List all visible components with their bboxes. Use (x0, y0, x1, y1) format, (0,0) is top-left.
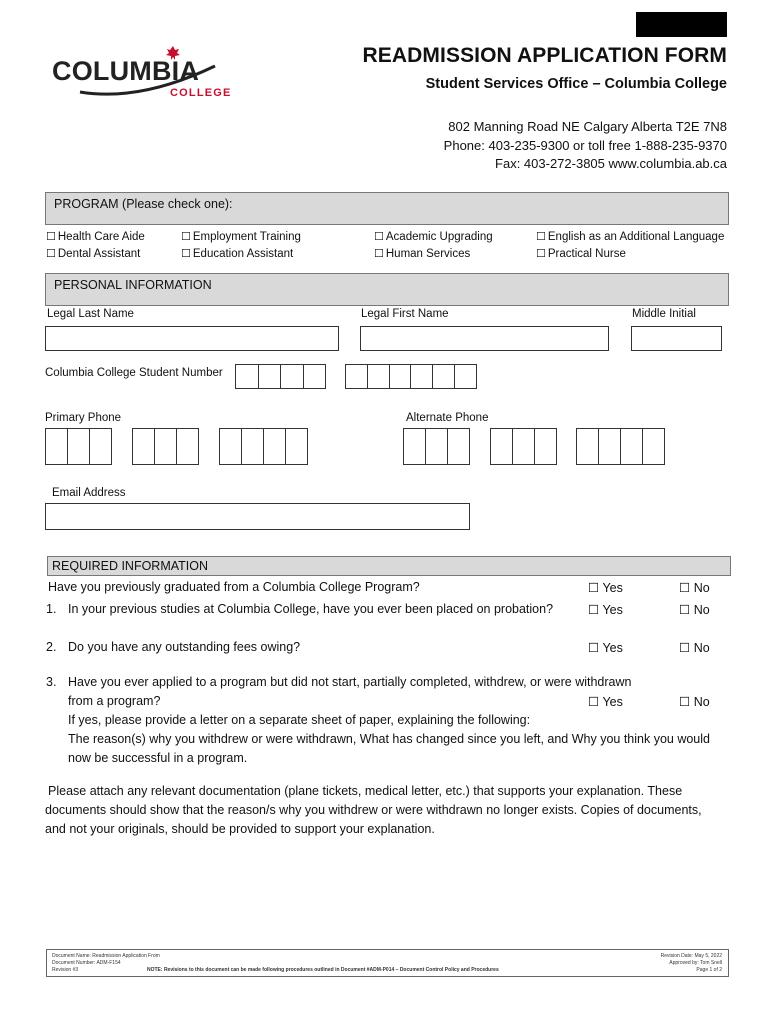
question-graduated: Have you previously graduated from a Columbia College Program? (48, 580, 420, 594)
footer-revision: Revision #3 (52, 967, 79, 973)
checkbox-icon[interactable]: ☐ (588, 603, 603, 617)
primary-phone-label: Primary Phone (45, 412, 122, 424)
program-option-health-care-aide[interactable]: ☐ Health Care Aide (46, 231, 145, 243)
last-name-label: Legal Last Name (47, 308, 134, 320)
footer-approved: Approved by: Tom Snell (669, 960, 722, 966)
alternate-phone-label: Alternate Phone (406, 412, 489, 424)
program-option-dental-assistant[interactable]: ☐ Dental Assistant (46, 248, 141, 260)
q0-no[interactable]: ☐ No (679, 581, 710, 595)
question-withdrawn-line4: The reason(s) why you withdrew or were withdrawn, What has changed since you left, and Why you think you would (68, 732, 710, 746)
email-input[interactable] (45, 503, 470, 530)
footer-doc-number: Document Number: ADM-F154 (52, 960, 121, 966)
fax-line: Fax: 403-272-3805 www.columbia.ab.ca (495, 156, 727, 171)
q3-number: 3. (46, 675, 57, 689)
alternate-phone-line[interactable] (576, 428, 665, 465)
logo-subname: COLLEGE (170, 87, 232, 99)
first-name-input[interactable] (360, 326, 609, 351)
email-label: Email Address (52, 487, 126, 499)
question-withdrawn-line2: from a program? (68, 694, 161, 708)
q1-number: 1. (46, 602, 57, 616)
phone-line: Phone: 403-235-9300 or toll free 1-888-235-9370 (443, 138, 727, 153)
footer-revision-date: Revision Date: May 5, 2022 (660, 953, 722, 959)
q0-yes[interactable]: ☐ Yes (588, 581, 623, 595)
primary-phone-prefix[interactable] (132, 428, 199, 465)
checkbox-icon[interactable]: ☐ (679, 581, 694, 595)
question-probation: In your previous studies at Columbia College, have you ever been placed on probation? (68, 602, 554, 616)
q1-no[interactable]: ☐ No (679, 603, 710, 617)
program-option-human-services[interactable]: ☐ Human Services (374, 248, 471, 260)
checkbox-icon[interactable]: ☐ (374, 231, 384, 243)
address-line: 802 Manning Road NE Calgary Alberta T2E 7N8 (448, 119, 727, 134)
attach-line-2: documents should show that the reason/s why you withdrew or were withdrawn no longer exists. Copies of documents, (45, 803, 702, 817)
program-option-practical-nurse[interactable]: ☐ Practical Nurse (536, 248, 626, 260)
program-option-employment-training[interactable]: ☐ Employment Training (181, 231, 301, 243)
footer-doc-name: Document Name: Readmission Application From (52, 953, 160, 959)
checkbox-icon[interactable]: ☐ (679, 641, 694, 655)
personal-info-heading: PERSONAL INFORMATION (45, 273, 729, 306)
program-heading: PROGRAM (Please check one): (45, 192, 729, 225)
checkbox-icon[interactable]: ☐ (374, 248, 384, 260)
footer-note: NOTE: Revisions to this document can be made following procedures outlined in Document #ADM-P014 – Document Control Policy and Procedures (147, 967, 499, 973)
attach-instructions (45, 782, 735, 839)
checkbox-icon[interactable]: ☐ (679, 603, 694, 617)
student-number-cells-1[interactable] (235, 364, 326, 389)
checkbox-icon[interactable]: ☐ (588, 695, 603, 709)
student-number-label: Columbia College Student Number (45, 367, 223, 379)
logo-name: COLUMBIA (52, 56, 200, 86)
form-subtitle: Student Services Office – Columbia College (425, 76, 727, 92)
columbia-college-logo (50, 44, 235, 104)
document-footer (46, 949, 729, 977)
q2-yes[interactable]: ☐ Yes (588, 641, 623, 655)
checkbox-icon[interactable]: ☐ (181, 248, 191, 260)
question-fees: Do you have any outstanding fees owing? (68, 640, 301, 654)
middle-initial-input[interactable] (631, 326, 722, 351)
program-option-academic-upgrading[interactable]: ☐ Academic Upgrading (374, 231, 493, 243)
checkbox-icon[interactable]: ☐ (679, 695, 694, 709)
student-number-cells-2[interactable] (345, 364, 477, 389)
q1-yes[interactable]: ☐ Yes (588, 603, 623, 617)
checkbox-icon[interactable]: ☐ (46, 248, 56, 260)
checkbox-icon[interactable]: ☐ (536, 231, 546, 243)
primary-phone-area-code[interactable] (45, 428, 112, 465)
alternate-phone-prefix[interactable] (490, 428, 557, 465)
required-info-heading: REQUIRED INFORMATION (47, 556, 731, 576)
question-withdrawn-line5: now be successful in a program. (68, 751, 248, 765)
attach-line-3: and not your originals, should be provided to support your explanation. (45, 822, 435, 836)
q2-no[interactable]: ☐ No (679, 641, 710, 655)
footer-page: Page 1 of 2 (696, 967, 722, 973)
q3-yes[interactable]: ☐ Yes (588, 695, 623, 709)
question-withdrawn-line1: Have you ever applied to a program but did not start, partially completed, withdrew, or were withdrawn (68, 675, 632, 689)
first-name-label: Legal First Name (361, 308, 449, 320)
attach-line-1: Please attach any relevant documentation (plane tickets, medical letter, etc.) that supports your explanation. These (48, 784, 683, 798)
program-option-education-assistant[interactable]: ☐ Education Assistant (181, 248, 294, 260)
checkbox-icon[interactable]: ☐ (588, 641, 603, 655)
redacted-block (636, 12, 727, 37)
checkbox-icon[interactable]: ☐ (181, 231, 191, 243)
last-name-input[interactable] (45, 326, 339, 351)
question-withdrawn-line3: If yes, please provide a letter on a separate sheet of paper, explaining the following: (68, 713, 531, 727)
alternate-phone-area-code[interactable] (403, 428, 470, 465)
q3-no[interactable]: ☐ No (679, 695, 710, 709)
checkbox-icon[interactable]: ☐ (536, 248, 546, 260)
q2-number: 2. (46, 640, 57, 654)
primary-phone-line[interactable] (219, 428, 308, 465)
middle-initial-label: Middle Initial (632, 308, 696, 320)
form-title: READMISSION APPLICATION FORM (362, 44, 727, 67)
checkbox-icon[interactable]: ☐ (46, 231, 56, 243)
program-option-eal[interactable]: ☐ English as an Additional Language (536, 231, 725, 243)
checkbox-icon[interactable]: ☐ (588, 581, 603, 595)
